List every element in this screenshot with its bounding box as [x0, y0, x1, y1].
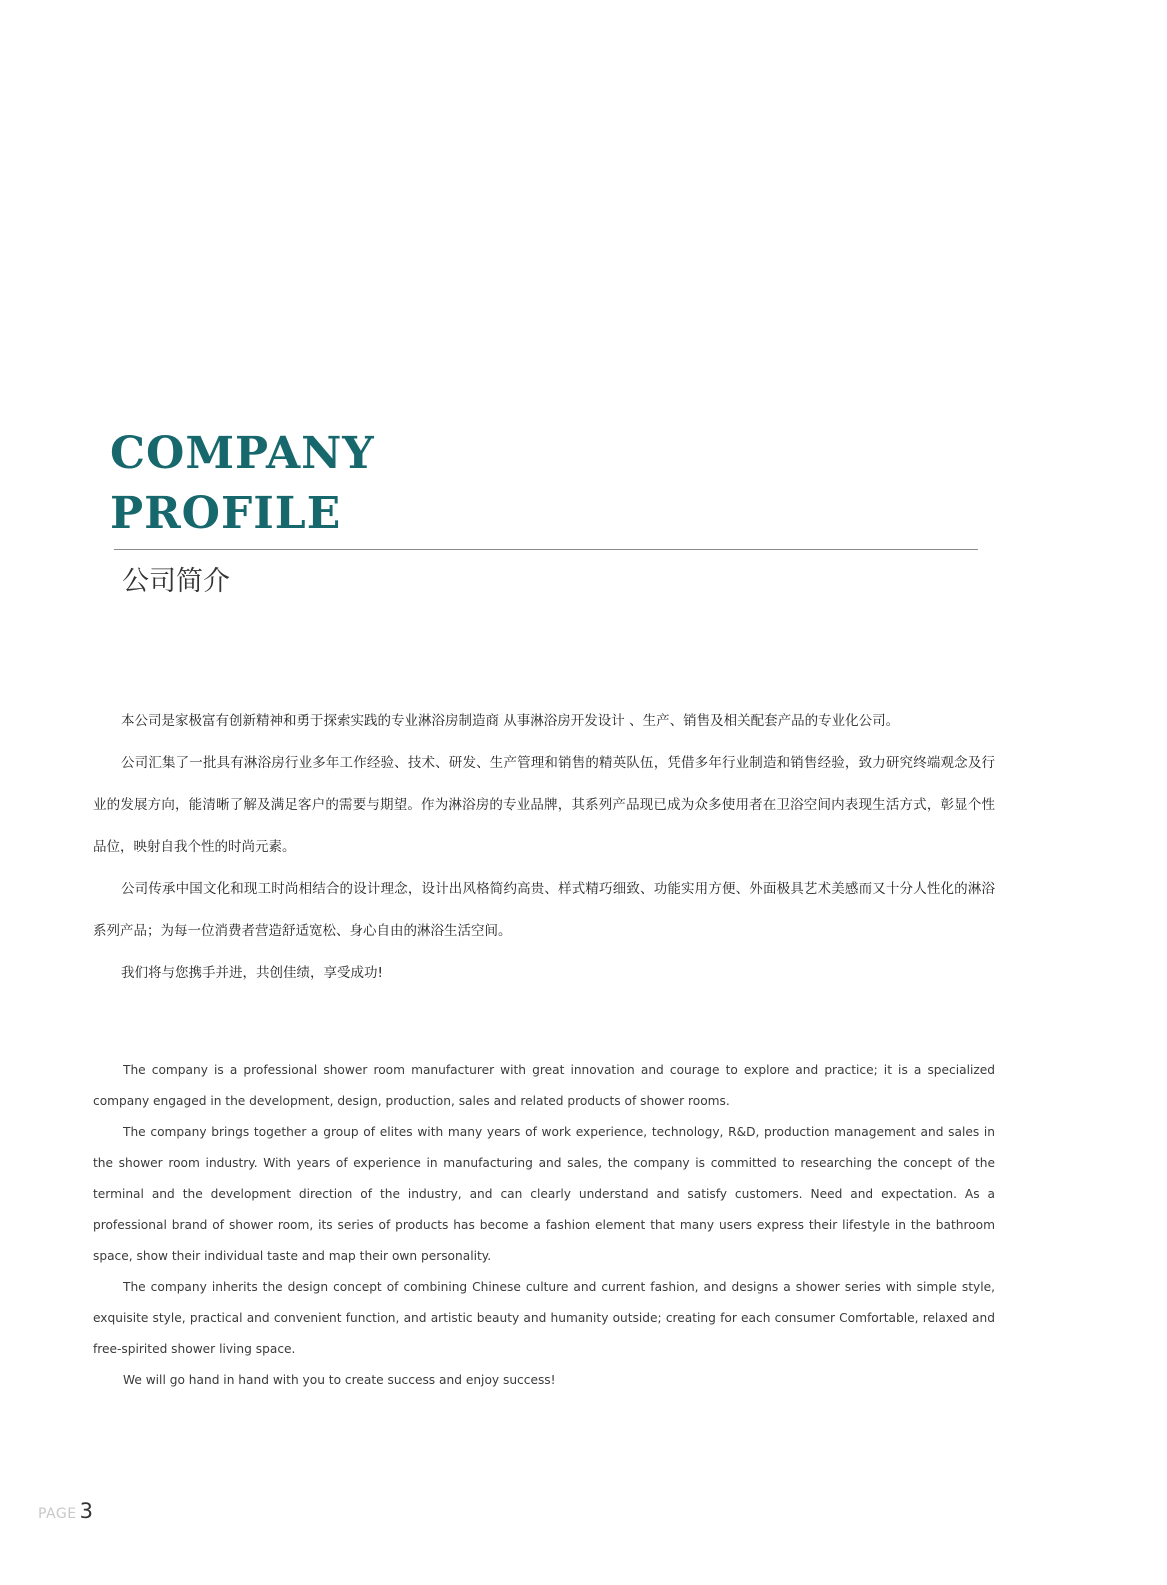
en-paragraph: The company inherits the design concept of combining Chinese culture and current fashion, and designs a shower series with simple style, exquisite style, practical and convenient function, and artistic beauty and humanity outside; creating for each consumer Comfortable, relaxed and free-spirited shower living space.	[93, 1280, 995, 1356]
chinese-subtitle: 公司简介	[122, 566, 230, 597]
chinese-body	[93, 700, 995, 994]
english-body	[93, 1055, 995, 1396]
title-divider	[114, 549, 978, 550]
en-paragraph: We will go hand in hand with you to create success and enjoy success!	[123, 1373, 556, 1387]
cn-paragraph: 本公司是家极富有创新精神和勇于探索实践的专业淋浴房制造商 从事淋浴房开发设计 、生产、销售及相关配套产品的专业化公司。	[121, 713, 900, 729]
cn-paragraph: 公司汇集了一批具有淋浴房行业多年工作经验、技术、研发、生产管理和销售的精英队伍，凭借多年行业制造和销售经验，致力研究终端观念及行业的发展方向，能清晰了解及满足客户的需要与期望。作为淋浴房的专业品牌，其系列产品现已成为众多使用者在卫浴空间内表现生活方式，彰显个性品位，映射自我个性的时尚元素。	[93, 755, 995, 855]
cn-paragraph: 我们将与您携手并进，共创佳绩，享受成功!	[121, 965, 383, 981]
title-line-company: COMPANY	[110, 428, 375, 479]
page-digit: 3	[79, 1499, 93, 1523]
title-line-profile: PROFILE	[110, 488, 342, 539]
en-paragraph: The company is a professional shower room manufacturer with great innovation and courage to explore and practice; it is a specialized company engaged in the development, design, production, sales and related products of shower rooms.	[93, 1063, 995, 1108]
page-number	[38, 1499, 93, 1529]
page-label: PAGE	[38, 1506, 77, 1522]
en-paragraph: The company brings together a group of elites with many years of work experience, technology, R&D, production management and sales in the shower room industry. With years of experience in manufacturing and sales, the company is committed to researching the concept of the terminal and the development direction of the industry, and can clearly understand and satisfy customers. Need and expectation. As a professional brand of shower room, its series of products has become a fashion element that many users express their lifestyle in the bathroom space, show their individual taste and map their own personality.	[93, 1125, 995, 1263]
page-title	[110, 424, 375, 544]
cn-paragraph: 公司传承中国文化和现工时尚相结合的设计理念，设计出风格简约高贵、样式精巧细致、功能实用方便、外面极具艺术美感而又十分人性化的淋浴系列产品；为每一位消费者营造舒适宽松、身心自由的淋浴生活空间。	[93, 881, 995, 939]
